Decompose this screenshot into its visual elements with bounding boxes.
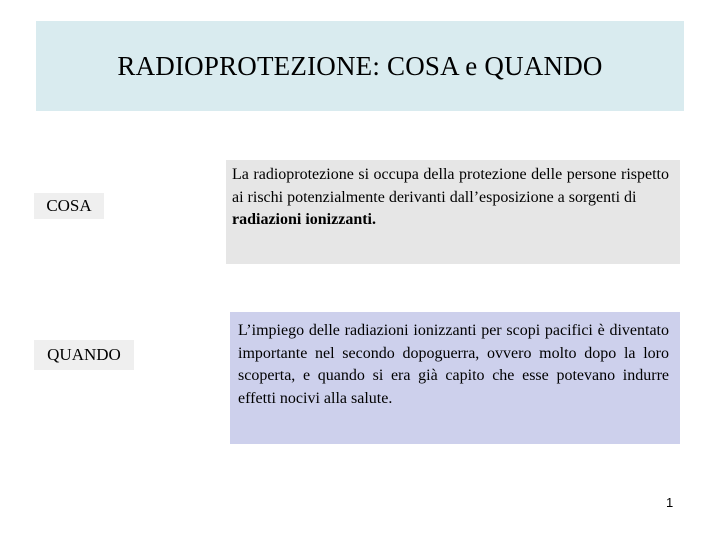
- label-quando: [34, 340, 134, 370]
- cosa-description-bold: radiazioni ionizzanti.: [232, 211, 376, 228]
- quando-description-box: [230, 312, 680, 444]
- slide-title: RADIOPROTEZIONE: COSA e QUANDO: [117, 50, 603, 81]
- quando-description-text: L’impiego delle radiazioni ionizzanti per scopi pacifici è diventato importante nel secondo dopoguerra, ovvero molto dopo la loro scoperta, e quando si era già capito che esse potevano indurre effetti nocivi alla salute.: [238, 322, 669, 407]
- page-number: 1: [666, 495, 674, 510]
- label-quando-text: QUANDO: [47, 345, 121, 364]
- label-cosa-text: COSA: [46, 196, 92, 215]
- cosa-description-box: [226, 160, 680, 264]
- cosa-description-text: La radioprotezione si occupa della protezione delle persone rispetto ai rischi potenzialmente derivanti dall’esposizione a sorgenti di: [232, 166, 669, 206]
- label-cosa: [34, 193, 104, 219]
- title-banner: [36, 21, 684, 111]
